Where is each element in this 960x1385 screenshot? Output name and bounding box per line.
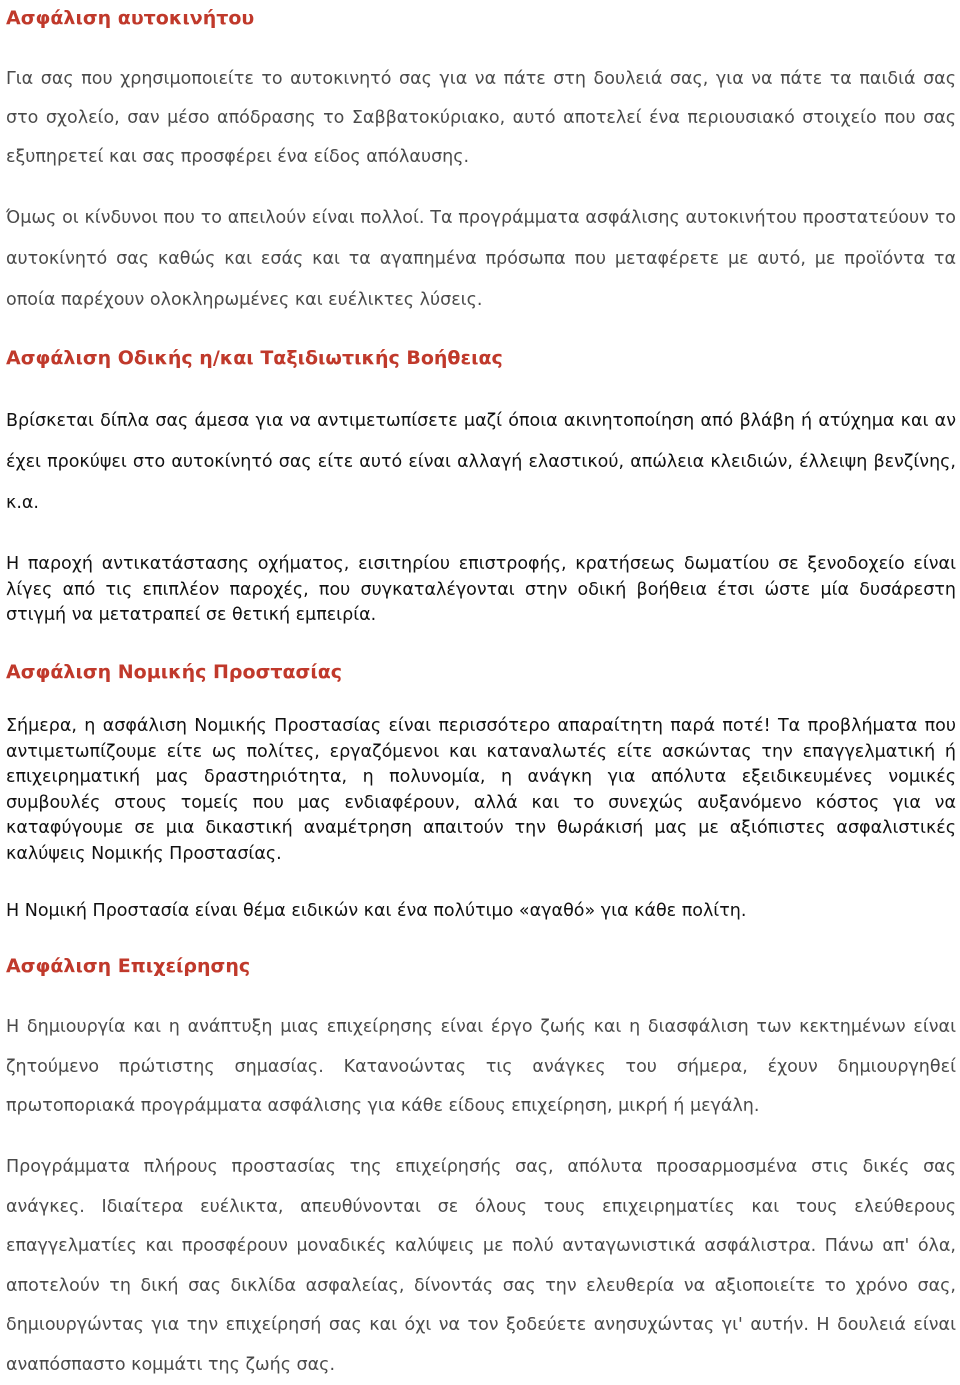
legal-protection-paragraph-1: Σήμερα, η ασφάλιση Νομικής Προστασίας είναι περισσότερο απαραίτητη παρά ποτέ! Τα προβλήματα που αντιμετωπίζουμε είτε ως πολίτες, εργαζόμενοι και καταναλωτές είτε ασκώντας την επαγγελματική ή επιχειρηματική μας δραστηριότητα, η πολυνομία, η ανάγκη για απόλυτα εξειδικευμένες νομικές συμβουλές στους τομείς που μας ενδιαφέρουν, αλλά και το συνεχώς αυξανόμενο κόστος για να καταφύγουμε σε μια δικαστική αναμέτρηση απαιτούν την θωράκισή μας με αξιόπιστες ασφαλιστικές καλύψεις Νομικής Προστασίας. — [6, 716, 956, 864]
business-insurance-paragraph-1: Η δημιουργία και η ανάπτυξη μιας επιχείρησης είναι έργο ζωής και η διασφάλιση των κεκτημένων είναι ζητούμενο πρώτιστης σημασίας. Κατανοώντας τις ανάγκες του σήμερα, έχουν δημιουργηθεί πρωτοποριακά προγράμματα ασφάλισης για κάθε είδους επιχείρηση, μικρή ή μεγάλη. — [6, 1017, 956, 1116]
road-assistance-paragraph-1: Βρίσκεται δίπλα σας άμεσα για να αντιμετωπίσετε μαζί όποια ακινητοποίηση από βλάβη ή ατύχημα και αν έχει προκύψει στο αυτοκίνητό σας είτε αυτό είναι αλλαγή ελαστικού, απώλεια κλειδιών, έλλειψη βενζίνης, κ.α. — [6, 411, 956, 513]
legal-protection-heading: Ασφάλιση Νομικής Προστασίας — [6, 661, 343, 683]
car-insurance-intro-paragraph: Για σας που χρησιμοποιείτε το αυτοκινητό σας για να πάτε στη δουλειά σας, για να πάτε τα παιδιά σας στο σχολείο, σαν μέσο απόδρασης το Σαββατοκύριακο, αυτό αποτελεί ένα περιουσιακό στοιχείο που σας εξυπηρετεί και σας προσφέρει ένα είδος απόλαυσης. — [6, 69, 956, 167]
business-insurance-paragraph-2: Προγράμματα πλήρους προστασίας της επιχείρησής σας, απόλυτα προσαρμοσμένα στις δικές σας ανάγκες. Ιδιαίτερα ευέλικτα, απευθύνονται σε όλους τους επιχειρηματίες και τους ελεύθερους επαγγελματίες και προσφέρουν μοναδικές καλύψεις με πολύ ανταγωνιστικά ασφάλιστρα. Πάνω απ' όλα, αποτελούν τη δική σας δικλίδα ασφαλείας, δίνοντάς σας την ελευθερία να αξιοποιείτε το χρόνο σας, δημιουργώντας για την επιχείρησή σας και όχι να τον ξοδεύετε ανησυχώντας γι' αυτήν. Η δουλειά είναι αναπόσπαστο κομμάτι της ζωής σας. — [6, 1157, 956, 1375]
car-insurance-heading: Ασφάλιση αυτοκινήτου — [6, 7, 255, 29]
car-insurance-risks-paragraph: Όμως οι κίνδυνοι που το απειλούν είναι πολλοί. Τα προγράμματα ασφάλισης αυτοκινήτου προστατεύουν το αυτοκίνητό σας καθώς και εσάς και τα αγαπημένα πρόσωπα που μεταφέρετε με αυτό, με προϊόντα τα οποία παρέχουν ολοκληρωμένες και ευέλικτες λύσεις. — [6, 208, 956, 310]
road-assistance-heading: Ασφάλιση Οδικής η/και Ταξιδιωτικής Βοήθειας — [6, 347, 503, 369]
road-assistance-paragraph-2: Η παροχή αντικατάστασης οχήματος, εισιτηρίου επιστροφής, κρατήσεως δωματίου σε ξενοδοχείο είναι λίγες από τις επιπλέον παροχές, που συγκαταλέγονται στην οδική βοήθεια έτσι ώστε μία δυσάρεστη στιγμή να μετατραπεί σε θετική εμπειρία. — [6, 554, 956, 625]
business-insurance-heading: Ασφάλιση Επιχείρησης — [6, 955, 251, 977]
legal-protection-paragraph-2: Η Νομική Προστασία είναι θέμα ειδικών και ένα πολύτιμο «αγαθό» για κάθε πολίτη. — [6, 901, 747, 921]
